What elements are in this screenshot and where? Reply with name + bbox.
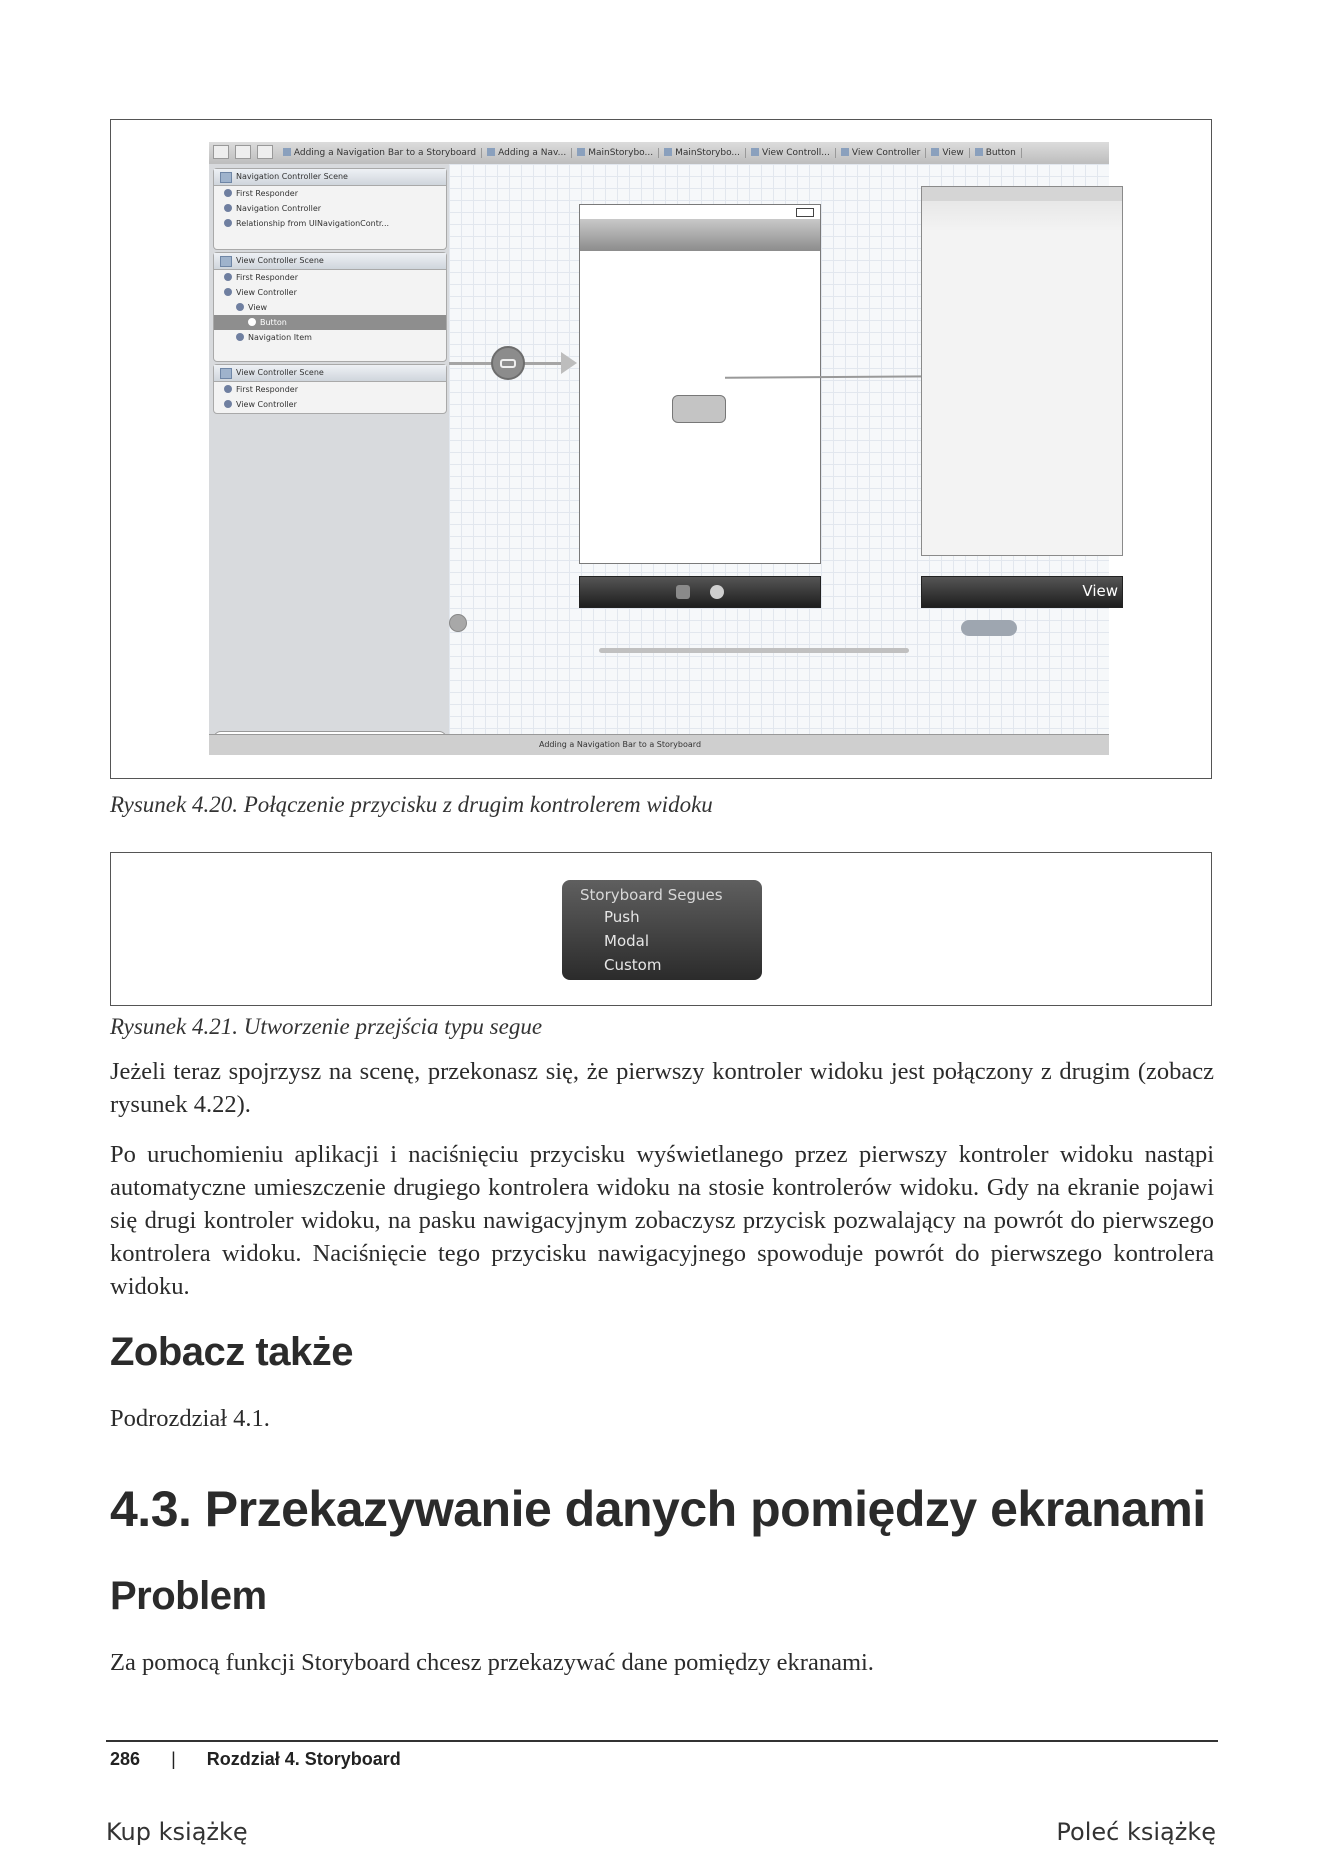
breadcrumb-item[interactable]: MainStorybo...: [659, 148, 746, 158]
running-footer: [110, 1749, 401, 1770]
back-arrow-icon[interactable]: [235, 145, 251, 159]
scene-view-controller-2: [213, 364, 447, 414]
figure-caption: Rysunek 4.20. Połączenie przycisku z drugim kontrolerem widoku: [110, 792, 713, 817]
see-also-text: Podrozdział 4.1.: [110, 1405, 270, 1432]
button-element[interactable]: [672, 395, 726, 423]
outline-item[interactable]: View: [214, 300, 446, 315]
problem-heading: Problem: [110, 1574, 267, 1618]
zoom-controls[interactable]: [961, 620, 1017, 636]
see-also-heading: Zobacz także: [110, 1330, 353, 1374]
first-responder-icon: [224, 273, 232, 281]
scene-dock-2: View: [921, 576, 1123, 608]
first-responder-icon[interactable]: [676, 585, 690, 599]
xcode-screenshot: [209, 142, 1118, 754]
arrow-head-icon: [561, 352, 577, 374]
button-icon: [975, 148, 983, 156]
storyboard-canvas[interactable]: [449, 164, 1118, 734]
storyboard-segues-menu: [562, 880, 762, 980]
figure-4-20-frame: [110, 119, 1212, 779]
view-controller-icon: [841, 148, 849, 156]
outline-item[interactable]: Navigation Item: [214, 330, 446, 345]
scene-icon: [220, 172, 232, 183]
horizontal-scrollbar[interactable]: [599, 648, 909, 653]
button-icon: [248, 318, 256, 326]
second-view-controller[interactable]: [921, 186, 1123, 556]
menu-item-custom[interactable]: Custom: [604, 956, 662, 974]
outline-toggle-icon[interactable]: [449, 614, 467, 632]
first-view-controller[interactable]: [579, 204, 821, 564]
outline-footer-bar: [209, 734, 449, 755]
breadcrumb-item[interactable]: View Controll...: [746, 148, 836, 158]
menu-item-push[interactable]: Push: [604, 908, 640, 926]
segue-icon[interactable]: [491, 346, 525, 380]
outline-item[interactable]: First Responder: [214, 382, 446, 397]
breadcrumb-item[interactable]: View Controller: [836, 148, 927, 158]
menu-item-modal[interactable]: Modal: [604, 932, 649, 950]
paragraph: Jeżeli teraz spojrzysz na scenę, przekonasz się, że pierwszy kontroler widoku jest połączony z drugim (zobacz rysunek 4.22).: [110, 1058, 1214, 1118]
outline-item-selected[interactable]: Button: [214, 315, 446, 330]
view-controller-icon: [224, 400, 232, 408]
folder-icon: [487, 148, 495, 156]
relationship-icon: [224, 219, 232, 227]
battery-icon: [796, 208, 814, 217]
scene-header[interactable]: Navigation Controller Scene: [214, 169, 446, 186]
scene-icon: [751, 148, 759, 156]
view-icon: [236, 303, 244, 311]
view-controller-icon: [224, 288, 232, 296]
jump-bar: [209, 142, 1109, 165]
breadcrumb-item[interactable]: MainStorybo...: [572, 148, 659, 158]
grid-icon[interactable]: [213, 145, 229, 159]
breadcrumb-item[interactable]: Adding a Nav...: [482, 148, 572, 158]
debug-bar: Adding a Navigation Bar to a Storyboard: [449, 734, 1109, 755]
page-number: 286: [110, 1749, 141, 1769]
scene-icon: [220, 256, 232, 267]
breadcrumb-item[interactable]: Button: [970, 148, 1022, 158]
outline-item[interactable]: Navigation Controller: [214, 201, 446, 216]
footer-rule: [106, 1740, 1218, 1742]
scene-view-controller: [213, 252, 447, 362]
storyboard-icon: [664, 148, 672, 156]
first-responder-icon: [224, 385, 232, 393]
recommend-book-link[interactable]: Poleć książkę: [1056, 1818, 1216, 1846]
figure-4-21-frame: [110, 852, 1212, 1006]
document-outline: [209, 164, 450, 734]
breadcrumb-item[interactable]: Adding a Navigation Bar to a Storyboard: [278, 148, 482, 158]
project-icon: [283, 148, 291, 156]
outline-item[interactable]: First Responder: [214, 270, 446, 285]
outline-item[interactable]: Relationship from UINavigationContr...: [214, 216, 446, 231]
storyboard-icon: [577, 148, 585, 156]
problem-text: Za pomocą funkcji Storyboard chcesz przekazywać dane pomiędzy ekranami.: [110, 1649, 874, 1676]
breadcrumb-item[interactable]: View: [926, 148, 969, 158]
scene-header[interactable]: View Controller Scene: [214, 253, 446, 270]
outline-item[interactable]: First Responder: [214, 186, 446, 201]
view-icon: [931, 148, 939, 156]
scene-navigation-controller: [213, 168, 447, 250]
scene-icon: [220, 368, 232, 379]
paragraph: Po uruchomieniu aplikacji i naciśnięciu przycisku wyświetlanego przez pierwszy kontroler widoku nastąpi automatyczne umieszczenie drugiego kontrolera widoku na stosie kontrolerów widoku. Gdy na ekranie pojawi się drugi kontroler widoku, na pasku nawigacyjnym zobaczysz przycisk pozwalający na powrót do pierwszego kontrolera widoku. Naciśnięcie tego przycisku nawigacyjnego spowoduje powrót do pierwszego kontrolera widoku.: [110, 1141, 1214, 1300]
navigation-bar: [580, 219, 820, 251]
navigation-item-icon: [236, 333, 244, 341]
forward-arrow-icon[interactable]: [257, 145, 273, 159]
figure-caption: Rysunek 4.21. Utworzenie przejścia typu segue: [110, 1014, 543, 1039]
segue-drag-line: [725, 375, 947, 379]
outline-item[interactable]: View Controller: [214, 285, 446, 300]
section-heading: 4.3. Przekazywanie danych pomiędzy ekranami: [110, 1481, 1206, 1537]
buy-book-link[interactable]: Kup książkę: [106, 1818, 248, 1846]
status-bar: [922, 187, 1122, 201]
scene-header[interactable]: View Controller Scene: [214, 365, 446, 382]
view-controller-icon[interactable]: [710, 585, 724, 599]
navigation-controller-icon: [224, 204, 232, 212]
scene-dock: [579, 576, 821, 608]
outline-item[interactable]: View Controller: [214, 397, 446, 412]
menu-header: Storyboard Segues: [580, 886, 723, 904]
first-responder-icon: [224, 189, 232, 197]
footer-separator: |: [171, 1749, 176, 1769]
chapter-title: Rozdział 4. Storyboard: [206, 1749, 401, 1769]
